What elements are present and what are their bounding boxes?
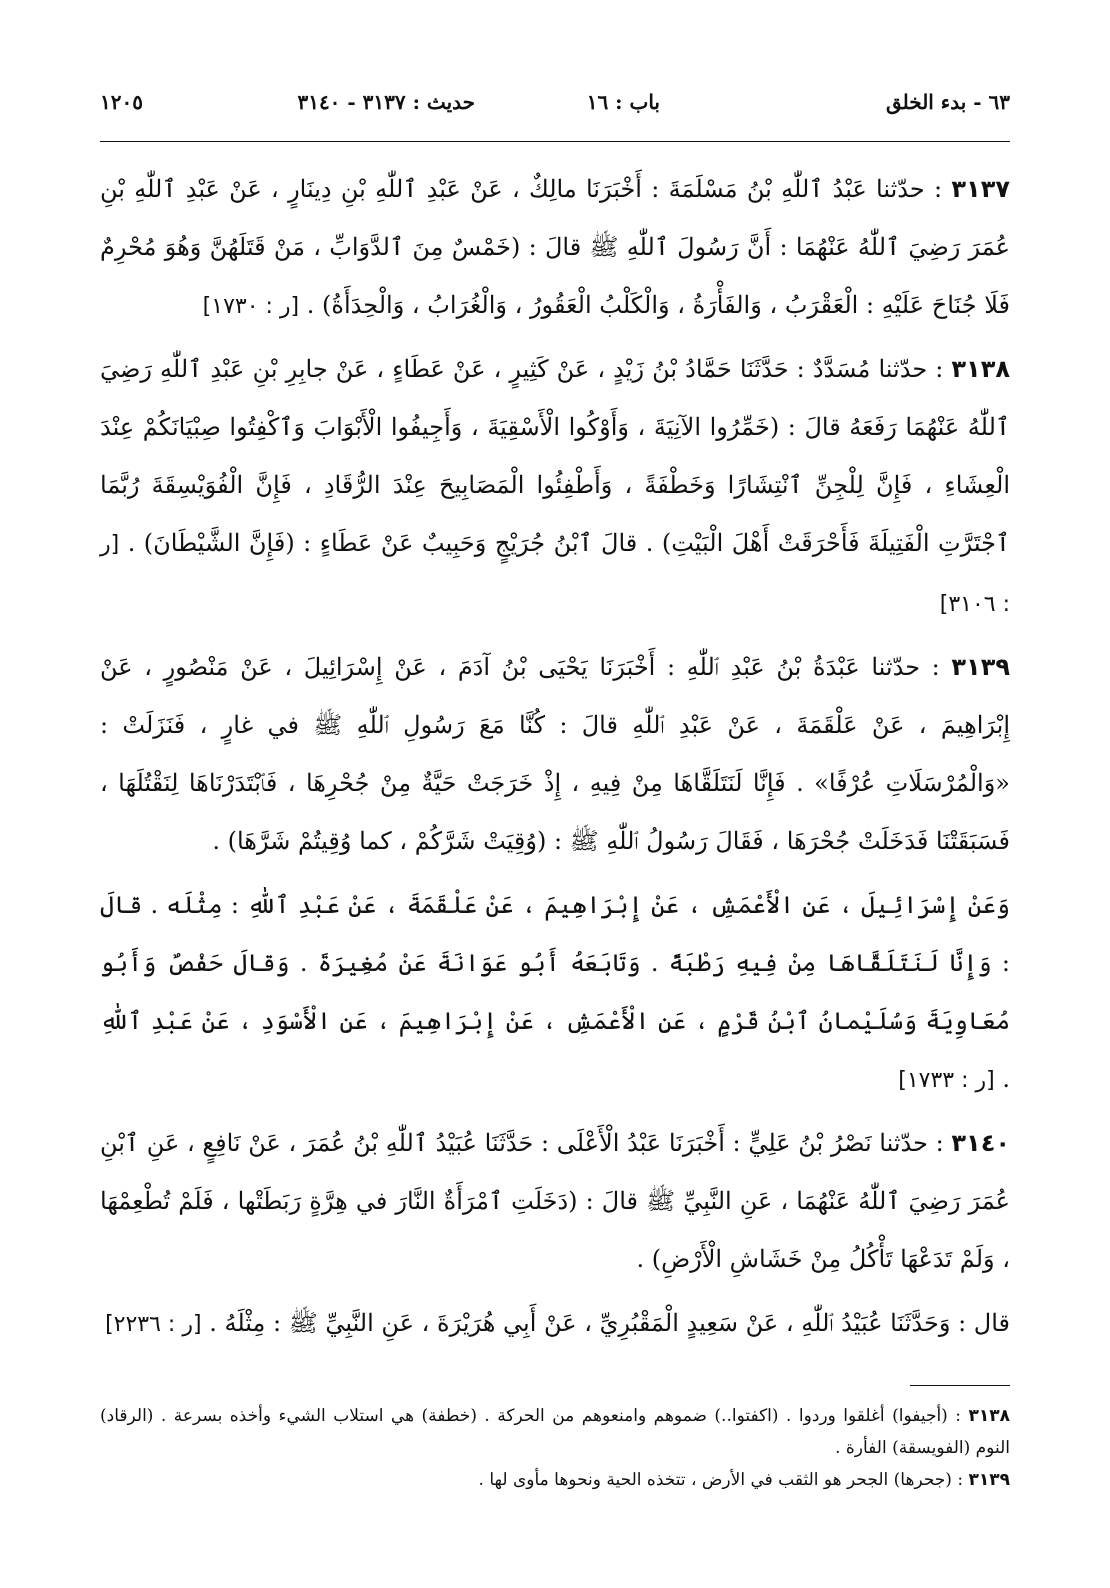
footnote-text: : (أجيفوا) أغلقوا وردوا . (اكفتوا..) ضموهم وامنعوهم من الحركة . (خطفة) هي استلاب الشيء وأخذه بسرعة . (الرقاد) النوم (الفويسقة) الفأرة . [100,1406,1010,1458]
footnote-divider [910,1385,1010,1386]
footnote [100,1464,1010,1496]
page-number: ١٢٠٥ [100,90,143,114]
footnote-number: ٣١٣٨ [968,1406,1010,1426]
cross-reference: [ر : ٢٢٣٦] [105,1312,202,1337]
hadith-text: : حدّثنا مُسَدَّدٌ : حَدَّثَنَا حَمَّادُ بْنُ زَيْدٍ ، عَنْ كَثِيرٍ ، عَنْ عَطَاءٍ ، عَنْ جابِرِ بْنِ عَبْدِ ٱللّٰهِ رَضِيَ ٱللّٰهُ عَنْهُمَا رَفَعَهُ قالَ : (خَمِّرُوا الآنِيَةَ ، وَأَوْكُوا الْأَسْقِيَةَ ، وَأَجِيفُوا الْأَبْوَابَ وَٱكْفِتُوا صِبْيَانَكُمْ عِنْدَ الْعِشَاءِ ، فَإِنَّ لِلْجِنِّ ٱنْتِشَارًا وَخَطْفَةً ، وَأَطْفِئُوا الْمَصَابِيحَ عِنْدَ الرُّقَادِ ، فَإِنَّ الْفُوَيْسِقَةَ رُبَّمَا ٱجْتَرَّتِ الْفَتِيلَةَ فَأَحْرَقَتْ أَهْلَ الْبَيْتِ) . قالَ ٱبْنُ جُرَيْجٍ وَحَبِيبٌ عَنْ عَطَاءٍ : (فَإِنَّ الشَّيْطَانَ) . [100,355,1010,557]
footnote-number: ٣١٣٩ [968,1470,1010,1490]
footnotes [100,1400,1010,1496]
footnote-text: : (جحرها) الجحر هو الثقب في الأرض ، تتخذه الحية ونحوها مأوى لها . [478,1470,969,1490]
hadith-range: حديث : ٣١٣٧ - ٣١٤٠ [297,90,475,114]
hadith-text: : حدّثنا عَبْدَةُ بْنُ عَبْدِ ٱللّٰهِ : أَخْبَرَنَا يَحْيَى بْنُ آدَمَ ، عَنْ إِسْرَائِيلَ ، عَنْ مَنْصُورٍ ، عَنْ إِبْرَاهِيمَ ، عَنْ عَلْقَمَةَ ، عَنْ عَبْدِ ٱللّٰهِ قالَ : كُنَّا مَعَ رَسُولِ ٱللّٰهِ ﷺ في غارٍ ، فَنَزَلَتْ : «وَالْمُرْسَلَاتِ عُرْفًا» . فَإِنَّا لَنَتَلَقَّاهَا مِنْ فِيهِ ، إِذْ خَرَجَتْ حَيَّةٌ مِنْ جُحْرِهَا ، فَٱبْتَدَرْنَاهَا لِنَقْتُلَهَا ، فَسَبَقَتْنَا فَدَخَلَتْ جُحْرَهَا ، فَقَالَ رَسُولُ ٱللّٰهِ ﷺ : (وُقِيَتْ شَرَّكُمْ ، كما وُقِيتُمْ شَرَّهَا) . [100,653,1010,855]
hadith-text: قال : وَحَدَّثَنَا عُبَيْدُ ٱللّٰهِ ، عَنْ سَعِيدٍ الْمَقْبُرِيِّ ، عَنْ أَبِي هُرَيْرَةَ ، عَنِ النَّبِيِّ ﷺ : مِثْلَهُ . [209,1309,1010,1337]
hadith-paragraph [100,638,1010,872]
bab-label: باب : ١٦ [586,90,660,114]
hadith-paragraph [100,1114,1010,1290]
hadith-continuation [100,876,1010,1110]
hadith-number: ٣١٣٩ [951,653,1010,681]
hadith-text: وَعَنْ إِسْرَائِيلَ ، عَنِ الْأَعْمَشِ ، عَنْ إِبْرَاهِيمَ ، عَنْ عَلْقَمَةَ ، عَنْ عَبْدِ ٱللّٰهِ : مِثْلَه . قالَ : وَإِنَّا لَنَتَلَقَّاهَا مِنْ فِيهِ رَطْبَةً . وَتَابَعَهُ أَبُو عَوَانَةَ عَنْ مُغِيرَةَ . وَقالَ حَفْصٌ وَأَبُو مُعَاوِيَةَ وَسُلَيْمانُ ٱبْنُ قَرْمٍ ، عَنِ الْأَعْمَشِ ، عَنْ إِبْرَاهِيمَ ، عَنِ الْأَسْوَدِ ، عَنْ عَبْدِ ٱللّٰهِ . [100,891,1010,1093]
hadith-number: ٣١٤٠ [951,1129,1010,1157]
header-divider [100,141,1010,142]
cross-reference: [ر : ٣١٠٦] [100,532,1010,617]
running-header [100,84,1010,124]
hadith-text: : حدّثنا عَبْدُ ٱللّٰهِ بْنُ مَسْلَمَةَ : أَخْبَرَنَا مالِكٌ ، عَنْ عَبْدِ ٱللّٰهِ بْنِ دِينَارٍ ، عَنْ عَبْدِ ٱللّٰهِ بْنِ عُمَرَ رَضِيَ ٱللّٰهُ عَنْهُمَا : أَنَّ رَسُولَ ٱللّٰهِ ﷺ قالَ : (خَمْسٌ مِنَ ٱلدَّوَابِّ ، مَنْ قَتَلَهُنَّ وَهُوَ مُحْرِمٌ فَلَا جُنَاحَ عَلَيْهِ : الْعَقْرَبُ ، وَالفَأْرَةُ ، وَالْكَلْبُ الْعَقُورُ ، وَالْغُرَابُ ، وَالْحِدَأَةُ) . [100,175,1010,319]
main-text [100,160,1010,1358]
cross-reference: [ر : ١٧٣٠] [202,294,300,319]
hadith-number: ٣١٣٨ [951,355,1010,383]
hadith-text: : حدّثنا نَصْرُ بْنُ عَلِيٍّ : أَخْبَرَنَا عَبْدُ الْأَعْلَى : حَدَّثَنَا عُبَيْدُ ٱللّٰهِ بْنُ عُمَرَ ، عَنْ نَافِعٍ ، عَنِ ٱبْنِ عُمَرَ رَضِيَ ٱللّٰهُ عَنْهُمَا ، عَنِ النَّبِيِّ ﷺ قالَ : (دَخَلَتِ ٱمْرَأَةٌ النَّارَ في هِرَّةٍ رَبَطَتْها ، فَلَمْ تُطْعِمْهَا ، وَلَمْ تَدَعْهَا تَأْكُلُ مِنْ خَشَاشِ الْأَرْضِ) . [100,1129,1010,1273]
hadith-paragraph [100,340,1010,634]
footnote [100,1400,1010,1464]
chapter-title: ٦٣ - بدء الخلق [885,90,1010,114]
hadith-number: ٣١٣٧ [951,175,1010,203]
hadith-continuation [100,1294,1010,1354]
cross-reference: [ر : ١٧٣٣] [898,1068,995,1093]
hadith-paragraph [100,160,1010,336]
